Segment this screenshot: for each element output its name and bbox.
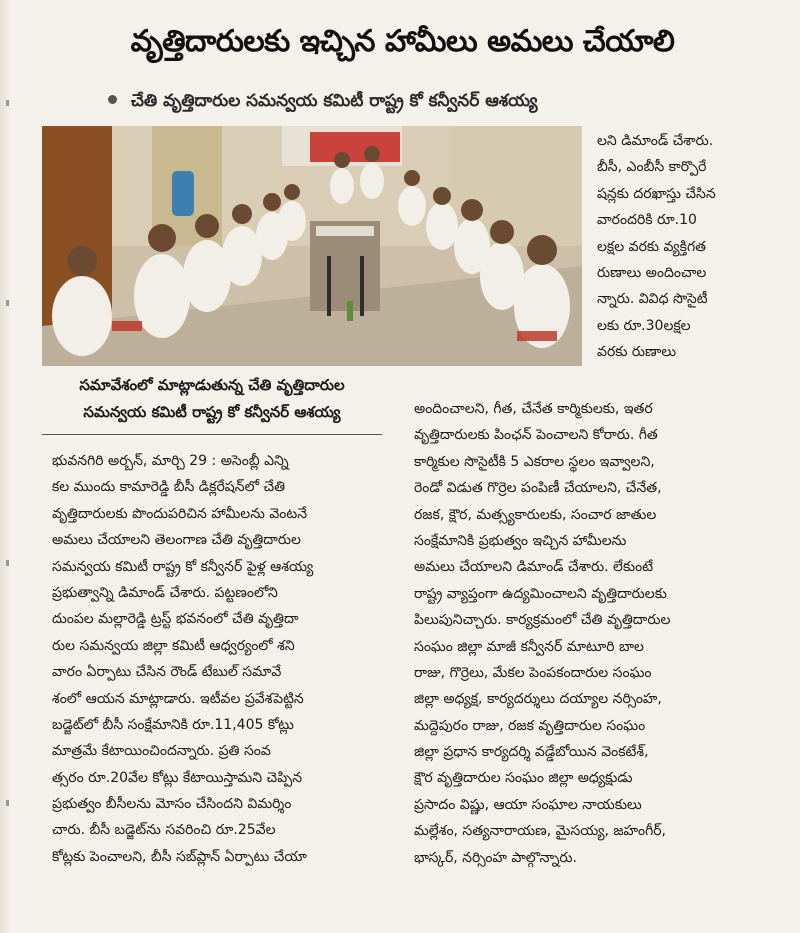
body-line: అమలు చేయాలని డిమాండ్ చేశారు. లేకుంటే [414,559,654,576]
body-line: ప్రభుత్వాన్ని డిమాండ్ చేశారు. పట్టణంలోని [52,584,278,601]
body-line: మద్దెపురం రాజు, రజక వృత్తిదారుల సంఘం [414,717,646,734]
body-line: క్షౌర వృత్తిదారుల సంఘం జిల్లా అధ్యక్షుడు [414,770,633,787]
body-line: సంక్షేమానికి ప్రభుత్వం ఇచ్చిన హామీలను [414,532,627,549]
body-line: జిల్లా అధ్యక్ష, కార్యదర్శులు దయ్యాల నర్సింహ, [414,691,662,708]
headline: వృత్తిదారులకు ఇచ్చిన హామీలు అమలు చేయాలి [130,24,675,59]
body-line: దుంపల మల్లారెడ్డి ట్రస్ట్ భవనంలో చేతి వృత్తిదా [52,611,299,628]
body-line: చారు. బీసీ బడ్జెట్‌ను సవరించి రూ.25వేల [52,822,276,839]
body-line: న్నారు. వివిధ సొసైటీ [597,291,708,308]
body-line: వరకు రుణాలు [597,344,677,361]
body-line: ప్రభుత్వం బీసీలను మోసం చేసిందని విమర్శిం [52,796,292,813]
caption-line: సమావేశంలో మాట్లాడుతున్న చేతి వృత్తిదారుల [79,376,345,394]
body-line: భువనగిరి అర్బన్, మార్చి 29 : అసెంబ్లీ ఎన్ని [52,453,289,469]
body-line: బీసీ, ఎంబీసీ కార్పొరే [597,159,707,176]
body-line: వారందరికి రూ.10 [597,212,697,229]
body-line: సమన్వయ కమిటీ రాష్ట్ర కో కన్వీనర్ పైళ్ల ఆశయ్య [52,558,314,575]
edge-mark [6,300,9,306]
body-line: లక్షల వరకు వ్యక్తిగత [597,238,707,255]
bullet-icon [108,95,117,104]
body-column-left [52,448,392,870]
page-edge [0,0,10,933]
body-line: ప్రసాదం విష్ణు, ఆయా సంఘాల నాయకులు [414,796,642,813]
body-line: రాష్ట్ర వ్యాప్తంగా ఉద్యమించాలని వృత్తిదారులకు [414,585,667,602]
edge-mark [6,100,9,106]
meeting-photo [42,126,582,366]
body-line: బడ్జెట్‌లో బీసీ సంక్షేమానికి రూ.11,405 కోట్లు [52,716,294,733]
body-line: వృత్తిదారులకు పొందుపరిచిన హామీలను వెంటనే [52,505,308,522]
body-line: షన్లకు దరఖాస్తు చేసిన [597,185,716,202]
caption-line: సమన్వయ కమిటీ రాష్ట్ర కో కన్వీనర్ ఆశయ్య [83,403,341,421]
body-line: లని డిమాండ్ చేశారు. [597,133,714,149]
body-line: జిల్లా ప్రధాన కార్యదర్శి వడ్డేబోయిన వెంకటేశ్, [414,744,649,761]
body-line: రుల సమన్వయ జిల్లా కమిటీ ఆధ్వర్యంలో శని [52,637,295,654]
body-line: రాజు, గొర్రెలు, మేకల పెంపకందారుల సంఘం [414,664,652,681]
meeting-photo-illustration [42,126,582,366]
body-column-right-top [597,128,767,366]
body-line: రజక, క్షౌర, మత్స్యకారులకు, సంచార జాతుల [414,506,657,523]
body-line: త్సరం రూ.20వేల కోట్లు కేటాయిస్తామని చెప్పిన [52,769,303,786]
body-line: మాత్రమే కేటాయించిందన్నారు. ప్రతి సంవ [52,743,271,760]
body-line: వృత్తిదారులకు పింఛన్ పెంచాలని కోరారు. గీత [414,427,658,444]
subheadline-text: చేతి వృత్తిదారుల సమన్వయ కమిటీ రాష్ట్ర కో కన్వీనర్ ఆశయ్య [131,91,538,111]
body-line: శంలో ఆయన మాట్లాడారు. ఇటీవల ప్రవేశపెట్టిన [52,690,304,707]
edge-mark [6,560,9,566]
photo-caption [42,372,382,435]
body-line: కోట్లకు పెంచాలని, బీసీ సబ్‌ప్లాన్ ఏర్పాటు చేయా [52,848,307,865]
body-line: అమలు చేయాలని తెలంగాణ చేతి వృత్తిదారుల [52,532,301,549]
body-line: కార్మికుల సొసైటీకి 5 ఎకరాల స్థలం ఇవ్వాలని, [414,453,655,470]
body-line: లకు రూ.30లక్షల [597,317,691,334]
body-line: రెండో విడుత గొర్రెల పంపిణీ చేయాలని, చేనేత, [414,480,662,497]
body-line: సంఘం జిల్లా మాజీ కన్వీనర్ మాటూరి బాల [414,638,644,655]
body-line: భాస్కర్, నర్సింహ పాల్గొన్నారు. [414,849,577,866]
body-line: మల్లేశం, సత్యనారాయణ, మైసయ్య, జహంగీర్, [414,823,666,840]
body-line: రుణాలు అందించాల [597,264,707,281]
body-line: అందించాలని, గీత, చేనేత కార్మికులకు, ఇతర [414,401,653,417]
edge-mark [6,800,9,806]
body-line: వారం ఏర్పాటు చేసిన రౌండ్ టేబుల్ సమావే [52,664,282,681]
body-column-right-bottom [414,396,768,871]
body-line: పిలుపునిచ్చారు. కార్యక్రమంలో చేతి వృత్తిదారుల [414,612,671,629]
body-line: కల ముందు కామారెడ్డి బీసీ డిక్లరేషన్‌లో చేతి [52,479,286,496]
subheadline [108,86,688,116]
